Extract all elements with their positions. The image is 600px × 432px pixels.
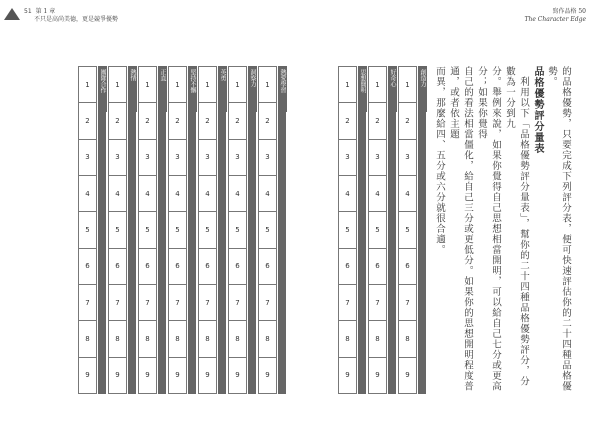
rating-cell[interactable]: 1 <box>199 66 216 102</box>
rating-cell[interactable]: 4 <box>79 175 96 211</box>
rating-cells <box>78 66 97 394</box>
rating-cell[interactable]: 9 <box>109 357 126 393</box>
rating-cell[interactable]: 5 <box>79 211 96 247</box>
rating-cell[interactable]: 9 <box>339 357 356 393</box>
rating-cell[interactable]: 4 <box>139 175 156 211</box>
rating-cell[interactable]: 6 <box>199 248 216 284</box>
rating-cell[interactable]: 5 <box>339 211 356 247</box>
rating-cell[interactable]: 7 <box>259 284 276 320</box>
rating-cell[interactable]: 7 <box>229 284 246 320</box>
rating-cells <box>198 66 217 394</box>
rating-cell[interactable]: 3 <box>339 139 356 175</box>
rating-table <box>108 66 136 394</box>
rating-cell[interactable]: 6 <box>399 248 416 284</box>
trait-bar <box>358 66 366 394</box>
rating-table <box>338 66 366 394</box>
body-line: 分。舉例來說，如果你覺得自己思想相當開明，可以給自己七分或更高分；如果你覺得 <box>476 66 501 392</box>
trait-label: 思想開明 <box>358 66 367 112</box>
trait-label: 熱情 <box>128 66 137 112</box>
rating-cell[interactable]: 8 <box>169 320 186 356</box>
rating-cell[interactable]: 4 <box>399 175 416 211</box>
rating-cell[interactable]: 3 <box>259 139 276 175</box>
rating-cell[interactable]: 6 <box>139 248 156 284</box>
header-left <box>4 8 118 24</box>
trait-label: 團隊合作 <box>98 66 107 112</box>
body-line: 的品格優勢，只要完成下列評分表，便可快速評估你的二十四種品格優勢。 <box>546 66 571 392</box>
trait-label: 好奇心 <box>388 66 397 112</box>
rating-cell[interactable]: 2 <box>339 102 356 138</box>
rating-cell[interactable]: 6 <box>169 248 186 284</box>
rating-cell[interactable]: 6 <box>109 248 126 284</box>
rating-cell[interactable]: 2 <box>79 102 96 138</box>
rating-cell[interactable]: 5 <box>259 211 276 247</box>
trait-bar <box>128 66 136 394</box>
rating-cell[interactable]: 6 <box>79 248 96 284</box>
rating-cell[interactable]: 2 <box>199 102 216 138</box>
rating-cell[interactable]: 9 <box>169 357 186 393</box>
body-line: 利用以下「品格優勢評分量表」，幫你的二十四種品格優勢評分，分數為一分到九 <box>504 66 529 387</box>
trait-bar <box>98 66 106 394</box>
rating-cell[interactable]: 1 <box>169 66 186 102</box>
trait-bar <box>218 66 226 394</box>
rating-cells <box>228 66 247 394</box>
rating-cells <box>398 66 417 394</box>
rating-table <box>198 66 226 394</box>
rating-cell[interactable]: 1 <box>339 66 356 102</box>
rating-cell[interactable]: 5 <box>369 211 386 247</box>
rating-cell[interactable]: 3 <box>229 139 246 175</box>
rating-cell[interactable]: 8 <box>399 320 416 356</box>
rating-cell[interactable]: 3 <box>79 139 96 175</box>
trait-bar <box>158 66 166 394</box>
trait-label: 創造力 <box>418 66 427 112</box>
trait-label: 英勇 <box>218 66 227 112</box>
rating-cell[interactable]: 3 <box>169 139 186 175</box>
rating-cell[interactable]: 1 <box>259 66 276 102</box>
rating-cell[interactable]: 6 <box>369 248 386 284</box>
rating-table <box>368 66 396 394</box>
rating-cell[interactable]: 8 <box>139 320 156 356</box>
rating-cell[interactable]: 5 <box>199 211 216 247</box>
rating-cell[interactable]: 1 <box>229 66 246 102</box>
trait-label: 熱愛學習 <box>278 66 287 112</box>
section-heading: 品格優勢評分量表 <box>532 66 543 154</box>
rating-cell[interactable]: 8 <box>79 320 96 356</box>
rating-cell[interactable]: 5 <box>229 211 246 247</box>
rating-cell[interactable]: 1 <box>79 66 96 102</box>
rating-cell[interactable]: 1 <box>399 66 416 102</box>
rating-cell[interactable]: 3 <box>199 139 216 175</box>
rating-cell[interactable]: 7 <box>79 284 96 320</box>
rating-table <box>168 66 196 394</box>
chapter-label: 第 1 章 <box>35 8 56 15</box>
rating-cell[interactable]: 2 <box>229 102 246 138</box>
trait-bar <box>388 66 396 394</box>
rating-table <box>228 66 256 394</box>
rating-cells <box>368 66 387 394</box>
rating-cell[interactable]: 2 <box>399 102 416 138</box>
rating-cell[interactable]: 5 <box>399 211 416 247</box>
rating-cell[interactable]: 8 <box>229 320 246 356</box>
trait-bar <box>188 66 196 394</box>
rating-cell[interactable]: 5 <box>139 211 156 247</box>
rating-cell[interactable]: 7 <box>369 284 386 320</box>
rating-table <box>258 66 286 394</box>
rating-cell[interactable]: 6 <box>229 248 246 284</box>
rating-cell[interactable]: 8 <box>199 320 216 356</box>
rating-cell[interactable]: 1 <box>139 66 156 102</box>
rating-cells <box>108 66 127 394</box>
trait-label: 堅持不懈 <box>188 66 197 112</box>
rating-table <box>398 66 426 394</box>
page-number-left: 51 <box>24 8 32 15</box>
rating-cell[interactable]: 1 <box>369 66 386 102</box>
rating-cell[interactable]: 7 <box>109 284 126 320</box>
rating-cell[interactable]: 5 <box>169 211 186 247</box>
running-subtitle: The Character Edge <box>524 16 586 23</box>
rating-cell[interactable]: 3 <box>139 139 156 175</box>
rating-cell[interactable]: 2 <box>109 102 126 138</box>
rating-cell[interactable]: 6 <box>339 248 356 284</box>
rating-cell[interactable]: 3 <box>369 139 386 175</box>
rating-cell[interactable]: 9 <box>399 357 416 393</box>
rating-cell[interactable]: 7 <box>139 284 156 320</box>
rating-cell[interactable]: 4 <box>199 175 216 211</box>
body-text <box>432 66 572 396</box>
rating-cell[interactable]: 2 <box>169 102 186 138</box>
body-line: 而異，那麼給四、五分或六分就很合適。 <box>434 66 445 255</box>
rating-cell[interactable]: 4 <box>169 175 186 211</box>
rating-cell[interactable]: 4 <box>229 175 246 211</box>
rating-table <box>138 66 166 394</box>
rating-cell[interactable]: 8 <box>109 320 126 356</box>
rating-cell[interactable]: 4 <box>369 175 386 211</box>
trait-label: 洞察力 <box>248 66 257 112</box>
rating-cell[interactable]: 9 <box>259 357 276 393</box>
rating-cell[interactable]: 5 <box>109 211 126 247</box>
rating-cells <box>138 66 157 394</box>
trait-bar <box>418 66 426 394</box>
rating-cell[interactable]: 8 <box>339 320 356 356</box>
rating-cell[interactable]: 2 <box>369 102 386 138</box>
trait-label: 正直 <box>158 66 167 112</box>
rating-cell[interactable]: 8 <box>259 320 276 356</box>
rating-cells <box>258 66 277 394</box>
rating-cell[interactable]: 4 <box>339 175 356 211</box>
rating-cell[interactable]: 4 <box>109 175 126 211</box>
rating-cell[interactable]: 9 <box>199 357 216 393</box>
rating-cell[interactable]: 8 <box>369 320 386 356</box>
rating-table <box>78 66 106 394</box>
rating-cell[interactable]: 9 <box>79 357 96 393</box>
rating-cell[interactable]: 4 <box>259 175 276 211</box>
rating-cell[interactable]: 2 <box>259 102 276 138</box>
running-title: 寫作品格 50 <box>552 8 586 15</box>
rating-cell[interactable]: 7 <box>169 284 186 320</box>
mountain-logo-icon <box>4 8 20 20</box>
body-line: 自己的看法相當僵化，給自己三分或更低分。如果你的思想開明程度普通，或者依主題 <box>448 66 473 392</box>
rating-cell[interactable]: 7 <box>339 284 356 320</box>
rating-cell[interactable]: 2 <box>139 102 156 138</box>
chapter-subtitle: 不只是高尚美德，更是競爭優勢 <box>34 16 119 23</box>
trait-bar <box>278 66 286 394</box>
rating-cell[interactable]: 1 <box>109 66 126 102</box>
rating-cell[interactable]: 3 <box>109 139 126 175</box>
rating-cells <box>168 66 187 394</box>
rating-cell[interactable]: 3 <box>399 139 416 175</box>
rating-cell[interactable]: 9 <box>139 357 156 393</box>
rating-cell[interactable]: 9 <box>229 357 246 393</box>
rating-cell[interactable]: 9 <box>369 357 386 393</box>
rating-cells <box>338 66 357 394</box>
trait-bar <box>248 66 256 394</box>
rating-cell[interactable]: 7 <box>399 284 416 320</box>
header-right <box>524 8 586 24</box>
rating-cell[interactable]: 6 <box>259 248 276 284</box>
rating-cell[interactable]: 7 <box>199 284 216 320</box>
